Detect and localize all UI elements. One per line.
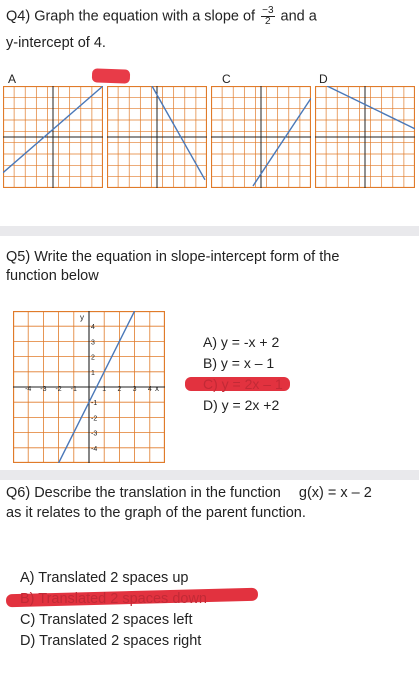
y-axis-label: y — [80, 313, 84, 322]
x-tick-label: -1 — [70, 386, 77, 393]
q6-option-a[interactable]: A) Translated 2 spaces up — [20, 570, 189, 586]
question-5-card — [0, 236, 419, 470]
q6-option-b-text: B) Translated 2 spaces down — [20, 591, 207, 607]
q5-option-d[interactable]: D) y = 2x +2 — [203, 397, 280, 413]
y-tick-label: -3 — [91, 430, 98, 438]
x-tick-label: 4 — [147, 386, 152, 393]
q6-prompt-line1 — [6, 484, 372, 503]
x-axis-label: x — [155, 384, 159, 393]
q5-prompt-line1: Q5) Write the equation in slope-intercept form of the — [6, 249, 340, 265]
q5-option-a[interactable]: A) y = -x + 2 — [203, 334, 280, 350]
q6-prompt-line2: as it relates to the graph of the parent function. — [6, 505, 306, 521]
q4-prompt — [6, 6, 317, 27]
question-6-card — [0, 480, 419, 700]
q6-option-d[interactable]: D) Translated 2 spaces right — [20, 633, 202, 649]
x-tick-label: 1 — [102, 386, 107, 393]
q6-prompt-text: Q6) Describe the translation in the function — [6, 485, 281, 501]
slope-denominator: 2 — [265, 16, 271, 27]
q6-option-c[interactable]: C) Translated 2 spaces left — [20, 612, 193, 628]
x-tick-label: -2 — [55, 386, 62, 393]
slope-fraction — [261, 6, 274, 27]
choice-graph-d[interactable] — [315, 86, 415, 188]
q5-options — [203, 332, 283, 416]
x-tick-label: 3 — [132, 386, 137, 393]
q5-option-c[interactable] — [203, 374, 283, 395]
q5-prompt-line2: function below — [6, 268, 99, 284]
q6-function: g(x) = x – 2 — [298, 485, 372, 501]
graph-label-c: C — [222, 72, 231, 86]
q4-prompt-suffix: and a — [280, 8, 317, 25]
x-tick-label: -3 — [40, 386, 47, 393]
q4-prompt-line2: y-intercept of 4. — [6, 35, 106, 51]
y-tick-label: -4 — [91, 445, 98, 453]
y-tick-label: 1 — [91, 369, 95, 377]
y-tick-label: 4 — [91, 324, 95, 332]
question-4-card — [0, 0, 419, 226]
q6-options — [20, 568, 207, 652]
graph-label-a: A — [8, 72, 17, 86]
x-tick-label: -4 — [25, 386, 32, 393]
x-tick-label: 2 — [117, 386, 122, 393]
q5-option-c-text: C) y = 2x – 1 — [203, 376, 283, 392]
choice-graph-b[interactable] — [107, 86, 207, 188]
slope-numerator: −3 — [262, 5, 274, 16]
answer-highlight-b — [92, 68, 130, 83]
y-tick-label: -1 — [91, 400, 98, 408]
choice-graph-c[interactable] — [211, 86, 311, 188]
q5-option-b[interactable]: B) y = x – 1 — [203, 355, 275, 371]
q4-prompt-text: Q4) Graph the equation with a slope of — [6, 8, 256, 25]
graph-label-d: D — [319, 72, 328, 86]
function-graph — [13, 311, 165, 463]
q6-option-b[interactable] — [20, 589, 207, 610]
y-tick-label: 2 — [91, 354, 95, 362]
y-tick-label: 3 — [91, 339, 95, 347]
y-tick-label: -2 — [91, 415, 98, 423]
choice-graph-a[interactable] — [3, 86, 103, 188]
